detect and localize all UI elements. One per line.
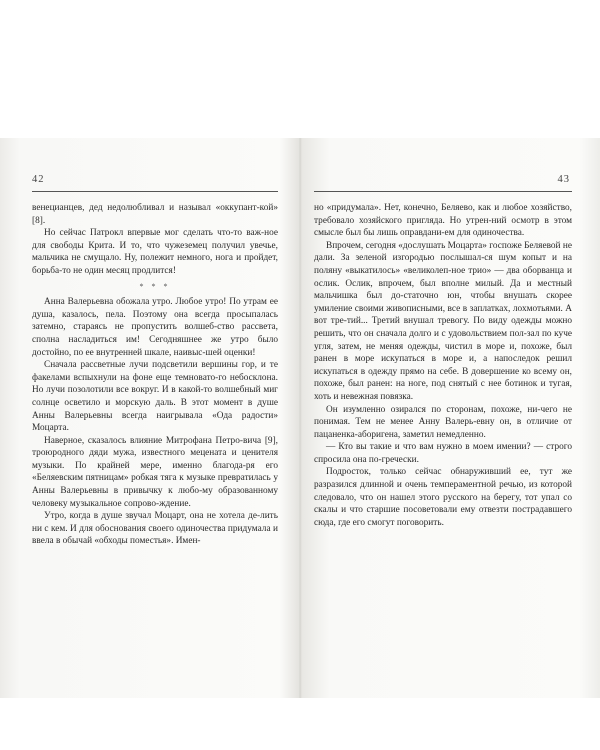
paragraph: Подросток, только сейчас обнаруживший ее, тут же разразился длинной и очень темпераментной речью, из которой следовало, что он нашел этого русского на берегу, тот упал со скалы и что старшие посоветовали ему отвезти пострадавшего сюда, где его смогут поговорить. [314, 467, 572, 528]
section-separator: * * * [139, 281, 171, 291]
paragraph: венецианцев, дед недолюбливал и называл «оккупант-кой» [8]. [32, 203, 278, 226]
paragraph: Сначала рассветные лучи подсветили вершины гор, и те факелами вспыхнули на фоне еще темновато-го небосклона. Но лучи позолотили все вокруг. И в какой-то волшебный миг солнце осветило и морскую даль. В этот момент в душе Анны Валерьевны всегда наигрывала «Ода радости» Моцарта. [32, 360, 278, 434]
right-page-number: 43 [557, 174, 570, 185]
paragraph: Он изумленно озирался по сторонам, похоже, ни-чего не понимая. Тем не менее Анну Валерь-евну он, в отличие от пацаненка-аборигена, заметил немедленно. [314, 404, 572, 440]
left-header-rule [32, 191, 278, 192]
left-page-number: 42 [32, 174, 45, 185]
paragraph: Впрочем, сегодня «дослушать Моцарта» госпоже Беляевой не дали. За зеленой изгородью послышал-ся шум копыт и на поляну «выкатилось» «великолеп-ное трио» — два оборванца и ослик. Ослик, впрочем, был вполне милый. Да и местный мальчишка был до-статочно юн, чтобы внушать скорее умиление своими живописными, все в заплатках, лохмотьями. А вот тре-тий... Третий внушал тревогу. По виду одежды можно решить, что он сначала долго и с удовольствием пол-зал по куче угля, затем, не меняя одежды, чистил в море и, похоже, был ранен в море искупаться в море и, а напоследок решил искупаться в одежду прямо на себе. В довершение ко всему он, похоже, был ранен: на ноге, под снятый с нее ботинок и тугая, хоть и невежная повязка. [314, 240, 572, 402]
right-text-column [314, 202, 572, 529]
paragraph: — Кто вы такие и что вам нужно в моем имении? — строго спросила она по-гречески. [314, 442, 572, 465]
paragraph: Наверное, сказалось влияние Митрофана Петро-вича [9], троюродного дяди мужа, известного мецената и ценителя музыки. По крайней мере, именно благода-ря его «Беляевским пятницам» робкая тяга к музыке превратилась у Анны Валерьевны в привычку к любо-му образованному человеку музыкальное сопрово-ждение. [32, 435, 278, 509]
book-spread [0, 138, 600, 698]
paragraph: Утро, когда в душе звучал Моцарт, она не хотела де-лить ни с кем. И для обоснования своего одиночества придумала и ввела в обычай «обходы поместья». Имен- [32, 511, 278, 547]
paragraph: Анна Валерьевна обожала утро. Любое утро! По утрам ее душа, казалось, пела. Поэтому она всегда просыпалась затемно, стараясь не пропустить волшеб-ство рассвета, сполна насладиться им! Сегодняшнее же утро было достойно, по ее внутренней шкале, наивыс-шей оценки! [32, 297, 278, 358]
right-page [300, 138, 600, 698]
paragraph: но «придумала». Нет, конечно, Беляево, как и любое хозяйство, требовало хозяйского пригляда. Но утрен-ний осмотр в этом смысле был бы лишь оправдани-ем для одиночества. [314, 203, 572, 239]
left-page [0, 138, 300, 698]
left-text-column [32, 202, 278, 548]
right-header-rule [314, 191, 572, 192]
paragraph: Но сейчас Патрокл впервые мог сделать что-то важ-ное для свободы Крита. И то, что чужеземец получил увечье, мальчика не смущало. Ну, полежит немного, нога и пройдет, борьба-то не один месяц продлится! [32, 228, 278, 276]
